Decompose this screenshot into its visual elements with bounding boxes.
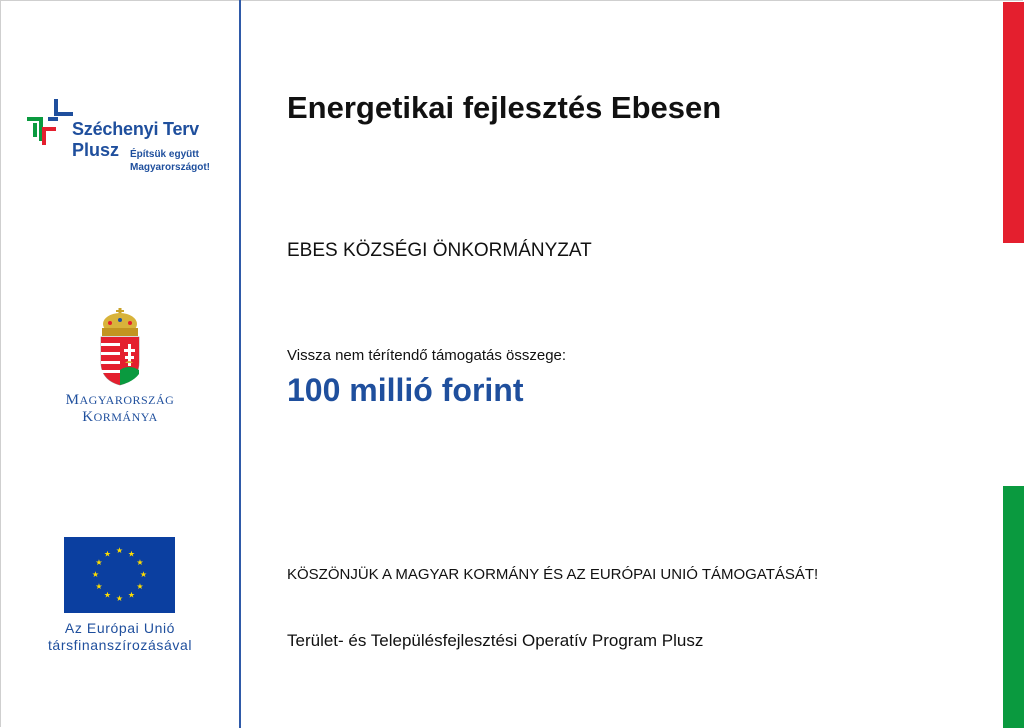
eu-label — [20, 620, 220, 654]
government-line1-initial: M — [65, 392, 80, 408]
szechenyi-name-line2: Plusz — [72, 140, 120, 160]
government-line2-rest: ORMÁNYA — [93, 410, 158, 424]
szechenyi-slogan — [130, 148, 210, 174]
government-line1-rest: AGYARORSZÁG — [79, 393, 175, 407]
szechenyi-cross-icon — [27, 99, 73, 145]
project-title: Energetikai fejlesztés Ebesen — [287, 90, 722, 125]
beneficiary-name: EBES KÖZSÉGI ÖNKORMÁNYZAT — [287, 240, 592, 261]
vertical-divider — [239, 0, 241, 728]
eu-flag-icon — [64, 537, 175, 613]
szechenyi-terv-logo — [27, 99, 227, 179]
szechenyi-slogan-line1: Építsük együtt — [130, 149, 199, 160]
svg-text:★: ★ — [136, 582, 144, 591]
svg-text:★: ★ — [103, 590, 112, 600]
grant-amount: 100 millió forint — [287, 372, 524, 408]
eu-stars-icon — [64, 537, 175, 613]
hungarian-coat-of-arms-icon — [98, 308, 142, 386]
svg-text:★: ★ — [115, 546, 124, 555]
government-label — [20, 392, 220, 426]
eu-label-line2: társfinanszírozásával — [47, 637, 193, 653]
svg-text:★: ★ — [103, 549, 112, 559]
szechenyi-name-line1: Széchenyi Terv — [72, 119, 199, 139]
svg-text:★: ★ — [91, 570, 100, 579]
government-label-line1 — [20, 392, 220, 409]
svg-text:★: ★ — [95, 558, 103, 567]
svg-text:★: ★ — [95, 582, 103, 591]
grant-label: Vissza nem térítendő támogatás összege: — [287, 347, 567, 364]
program-name: Terület- és Településfejlesztési Operatív Program Plusz — [287, 631, 704, 650]
svg-text:★: ★ — [127, 549, 136, 559]
svg-text:★: ★ — [139, 570, 148, 579]
eu-label-line1: Az Európai Unió — [64, 620, 176, 636]
svg-text:★: ★ — [115, 594, 124, 603]
flag-stripe-green — [1003, 486, 1024, 728]
svg-text:★: ★ — [127, 590, 136, 600]
government-line2-initial: K — [82, 409, 94, 425]
szechenyi-slogan-line2: Magyarországot! — [130, 162, 211, 173]
svg-text:★: ★ — [136, 558, 144, 567]
flag-stripe-red — [1003, 2, 1024, 243]
government-label-line2 — [20, 409, 220, 426]
thanks-message: KÖSZÖNJÜK A MAGYAR KORMÁNY ÉS AZ EURÓPAI UNIÓ TÁMOGATÁSÁT! — [287, 566, 819, 583]
